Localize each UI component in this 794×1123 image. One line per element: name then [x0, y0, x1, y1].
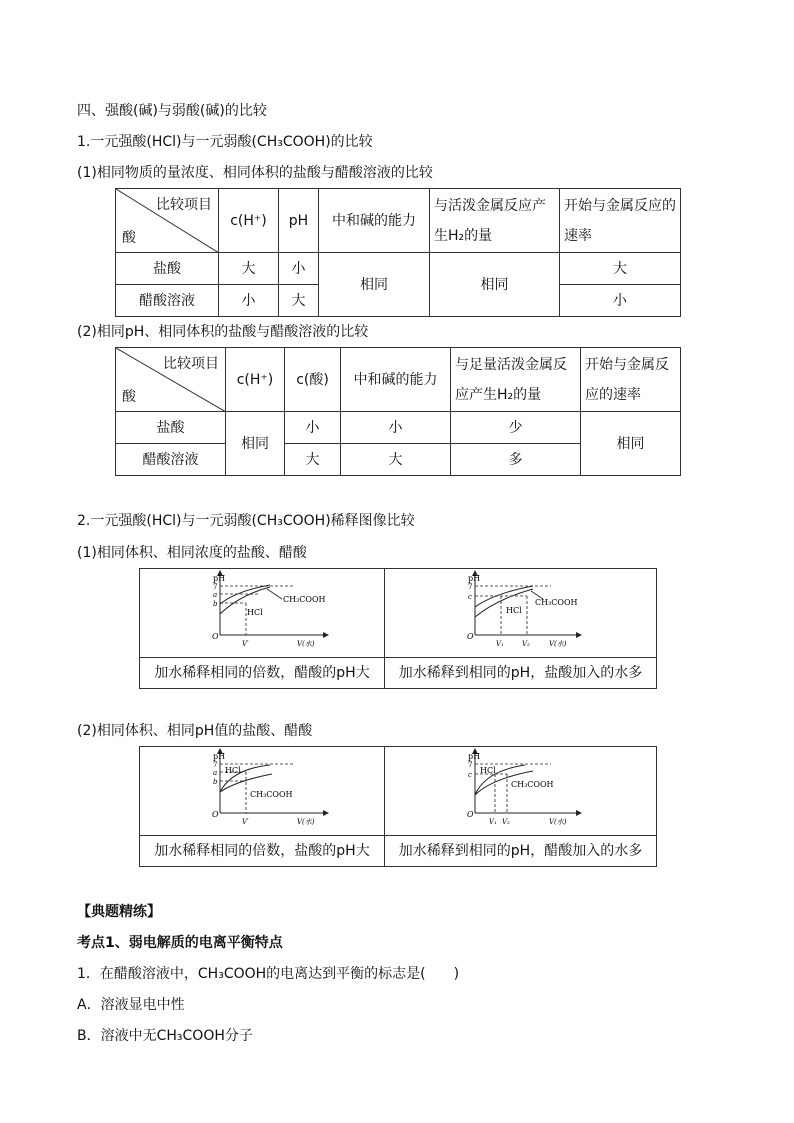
table1-cell: 小 [279, 253, 319, 285]
table1-cell: 大 [560, 253, 681, 285]
table1-cell: 相同 [430, 253, 560, 317]
section-2a-title: (1)相同体积、相同浓度的盐酸、醋酸 [77, 545, 307, 561]
graph-label-c: c [468, 771, 472, 779]
table2-header-cacid: c(酸) [285, 348, 341, 412]
table2-cell: 大 [341, 444, 451, 476]
graph-label-hcl: HCl [480, 766, 496, 775]
figure2-left-caption: 加水稀释相同的倍数，盐酸的pH大 [140, 836, 385, 867]
table2-header-compare: 比较项目 [163, 356, 219, 372]
graph-label-a: a [213, 591, 218, 599]
table1-cell: 小 [219, 285, 279, 317]
table1-row-label: 盐酸 [116, 253, 219, 285]
figure2-right-caption: 加水稀释到相同的pH，醋酸加入的水多 [385, 836, 657, 867]
table2-header-h2: 与足量活泼金属反应产生H₂的量 [451, 348, 581, 412]
graph-label-vprime: V′ [242, 818, 249, 826]
table2-row-label: 盐酸 [116, 412, 226, 444]
graph-label-ph: pH [213, 752, 226, 761]
table1-header-ch: c(H⁺) [219, 189, 279, 253]
table1-diagonal-header [116, 189, 219, 253]
graph-same-ph-target [385, 569, 657, 658]
graph-label-vwater: V(水) [297, 640, 315, 648]
comparison-table-2 [115, 347, 681, 476]
table1-row-label: 醋酸溶液 [116, 285, 219, 317]
section-2b-title: (2)相同体积、相同pH值的盐酸、醋酸 [77, 723, 313, 739]
table2-diagonal-header [116, 348, 226, 412]
key-point-1-heading: 考点1、弱电解质的电离平衡特点 [77, 935, 283, 951]
graph-label-b: b [213, 600, 218, 608]
table1-cell: 大 [279, 285, 319, 317]
comparison-table-1 [115, 188, 681, 317]
dilution-figure-table-1 [139, 568, 657, 689]
graph-label-a: a [213, 769, 218, 777]
graph-label-ch3cooh: CH₃COOH [511, 780, 554, 789]
graph-label-v1: V₁ [489, 818, 497, 826]
table1-header-h2: 与活泼金属反应产生H₂的量 [430, 189, 560, 253]
graph-label-vwater: V(水) [549, 640, 567, 648]
graph-label-origin: O [467, 810, 474, 819]
graph-label-7: 7 [213, 583, 218, 591]
graph-label-origin: O [212, 810, 219, 819]
graph-label-v2: V₂ [502, 818, 510, 826]
table2-header-neutralize: 中和碱的能力 [341, 348, 451, 412]
table1-cell: 相同 [319, 253, 430, 317]
question-1-option-b: B．溶液中无CH₃COOH分子 [77, 1028, 253, 1044]
graph-label-ch3cooh: CH₃COOH [250, 790, 293, 799]
graph-same-dilution [140, 569, 385, 658]
table1-cell: 大 [219, 253, 279, 285]
section-1-title: 1.一元强酸(HCl)与一元弱酸(CH₃COOH)的比较 [77, 134, 373, 150]
graph-same-ph-target-same-ph [385, 747, 657, 836]
table2-header-ch: c(H⁺) [226, 348, 285, 412]
graph-label-ph: pH [468, 752, 481, 761]
graph-label-vwater: V(水) [297, 818, 315, 826]
table1-header-neutralize: 中和碱的能力 [319, 189, 430, 253]
graph-label-vprime: V′ [242, 640, 249, 648]
figure1-left-caption: 加水稀释相同的倍数，醋酸的pH大 [140, 658, 385, 689]
graph-label-ch3cooh: CH₃COOH [535, 598, 578, 607]
section-2-title: 2.一元强酸(HCl)与一元弱酸(CH₃COOH)稀释图像比较 [77, 513, 415, 529]
question-1-option-a: A．溶液显电中性 [77, 997, 185, 1013]
figure1-right-caption: 加水稀释到相同的pH，盐酸加入的水多 [385, 658, 657, 689]
table2-cell: 大 [285, 444, 341, 476]
graph-label-hcl: HCl [506, 606, 522, 615]
graph-label-7: 7 [213, 761, 218, 769]
graph-label-v2: V₂ [522, 640, 530, 648]
practice-heading: 【典题精练】 [77, 904, 161, 920]
graph-label-vwater: V(水) [549, 818, 567, 826]
graph-label-ph: pH [213, 574, 226, 583]
section-1b-title: (2)相同pH、相同体积的盐酸与醋酸溶液的比较 [77, 324, 369, 340]
section-4-title: 四、强酸(碱)与弱酸(碱)的比较 [77, 103, 267, 119]
graph-label-b: b [213, 778, 218, 786]
table1-header-compare: 比较项目 [156, 197, 212, 213]
table1-header-acid: 酸 [122, 230, 136, 246]
table2-cell: 小 [341, 412, 451, 444]
table2-cell: 相同 [581, 412, 681, 476]
graph-label-origin: O [212, 632, 219, 641]
graph-label-7: 7 [468, 761, 473, 769]
question-1: 1．在醋酸溶液中，CH₃COOH的电离达到平衡的标志是( ) [77, 966, 460, 982]
table2-cell: 小 [285, 412, 341, 444]
graph-same-dilution-same-ph [140, 747, 385, 836]
graph-label-hcl: HCl [247, 608, 263, 617]
table1-cell: 小 [560, 285, 681, 317]
graph-label-v1: V₁ [496, 640, 504, 648]
table2-cell: 少 [451, 412, 581, 444]
graph-label-ch3cooh: CH₃COOH [283, 595, 326, 604]
graph-label-c: c [468, 593, 472, 601]
table2-header-rate: 开始与金属反应的速率 [581, 348, 681, 412]
graph-label-hcl: HCl [225, 766, 241, 775]
table2-cell: 相同 [226, 412, 285, 476]
table1-header-rate: 开始与金属反应的速率 [560, 189, 681, 253]
table1-header-ph: pH [279, 189, 319, 253]
table2-cell: 多 [451, 444, 581, 476]
graph-label-origin: O [467, 632, 474, 641]
dilution-figure-table-2 [139, 746, 657, 867]
table2-header-acid: 酸 [122, 389, 136, 405]
graph-label-7: 7 [468, 583, 473, 591]
section-1a-title: (1)相同物质的量浓度、相同体积的盐酸与醋酸溶液的比较 [77, 165, 433, 181]
graph-label-ph: pH [468, 574, 481, 583]
table2-row-label: 醋酸溶液 [116, 444, 226, 476]
